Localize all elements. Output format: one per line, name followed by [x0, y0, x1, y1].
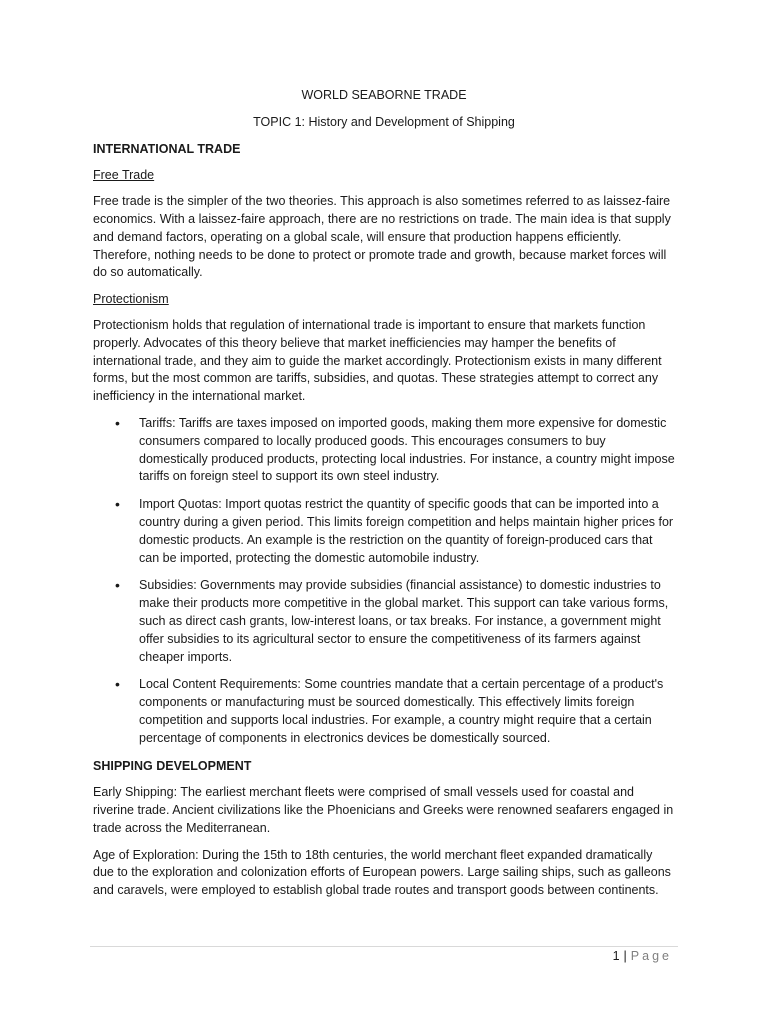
paragraph-protectionism: Protectionism holds that regulation of international trade is important to ensure that markets function properly. Advocates of this theory believe that market inefficiencies may hamper the benefits of international trade, and they aim to guide the market accordingly. Protectionism exists in many different forms, but the most common are tariffs, subsidies, and quotas. These strategies attempt to correct any inefficiency in the international market. [93, 317, 662, 404]
section-heading-shipping-development: SHIPPING DEVELOPMENT [93, 758, 252, 773]
topic-title: TOPIC 1: History and Development of Shipping [253, 114, 515, 129]
bullet-tariffs: • Tariffs: Tariffs are taxes imposed on imported goods, making them more expensive for domestic consumers compared to locally produced goods. This encourages consumers to buy domestically produced products, protecting local industries. For instance, a country might impose tariffs on foreign steel to support its own steel industry. [139, 415, 675, 486]
bullet-local-content: • Local Content Requirements: Some countries mandate that a certain percentage of a product's components or manufacturing must be sourced domestically. This effectively limits foreign competition and supports local industries. For example, a country might require that a certain percentage of components in electronics devices be domestically sourced. [139, 676, 675, 747]
bullet-import-quotas: • Import Quotas: Import quotas restrict the quantity of specific goods that can be imported into a country during a given period. This limits foreign competition and helps maintain higher prices for domestic products. An example is the restriction on the quantity of foreign-produced cars that can be imported, protecting the domestic automobile industry. [139, 496, 675, 567]
subheading-protectionism: Protectionism [93, 292, 169, 307]
page-number: 1 [612, 949, 620, 963]
footer-divider [90, 946, 678, 947]
subheading-free-trade: Free Trade [93, 168, 155, 183]
document-title: WORLD SEABORNE TRADE [301, 88, 467, 102]
section-heading-international-trade: INTERNATIONAL TRADE [93, 141, 241, 156]
paragraph-early-shipping: Early Shipping: The earliest merchant fleets were comprised of small vessels used for coastal and riverine trade. Ancient civilizations like the Phoenicians and Greeks were renowned seafarers engaged in trade across the Mediterranean. [93, 785, 674, 835]
page-footer [613, 948, 672, 966]
bullet-subsidies: • Subsidies: Governments may provide subsidies (financial assistance) to domestic industries to make their products more competitive in the global market. This support can take various forms, such as direct cash grants, low-interest loans, or tax breaks. For instance, a government might offer subsidies to its agricultural sector to ensure the competitiveness of its farmers against cheaper imports. [139, 577, 675, 666]
paragraph-age-of-exploration: Age of Exploration: During the 15th to 18th centuries, the world merchant fleet expanded dramatically due to the exploration and colonization efforts of European powers. Large sailing ships, such as galleons and caravels, were employed to establish global trade routes and transport goods between continents. [93, 847, 671, 898]
page-label: Page [630, 949, 672, 963]
protectionism-bullet-list [93, 415, 675, 748]
footer-separator: | [623, 949, 627, 963]
paragraph-free-trade: Free trade is the simpler of the two theories. This approach is also sometimes referred to as laissez-faire economics. With a laissez-faire approach, there are no restrictions on trade. The main idea is that supply and demand factors, operating on a global scale, will ensure that production happens efficiently. Therefore, nothing needs to be done to protect or promote trade and growth, because market forces will do so automatically. [93, 194, 671, 280]
